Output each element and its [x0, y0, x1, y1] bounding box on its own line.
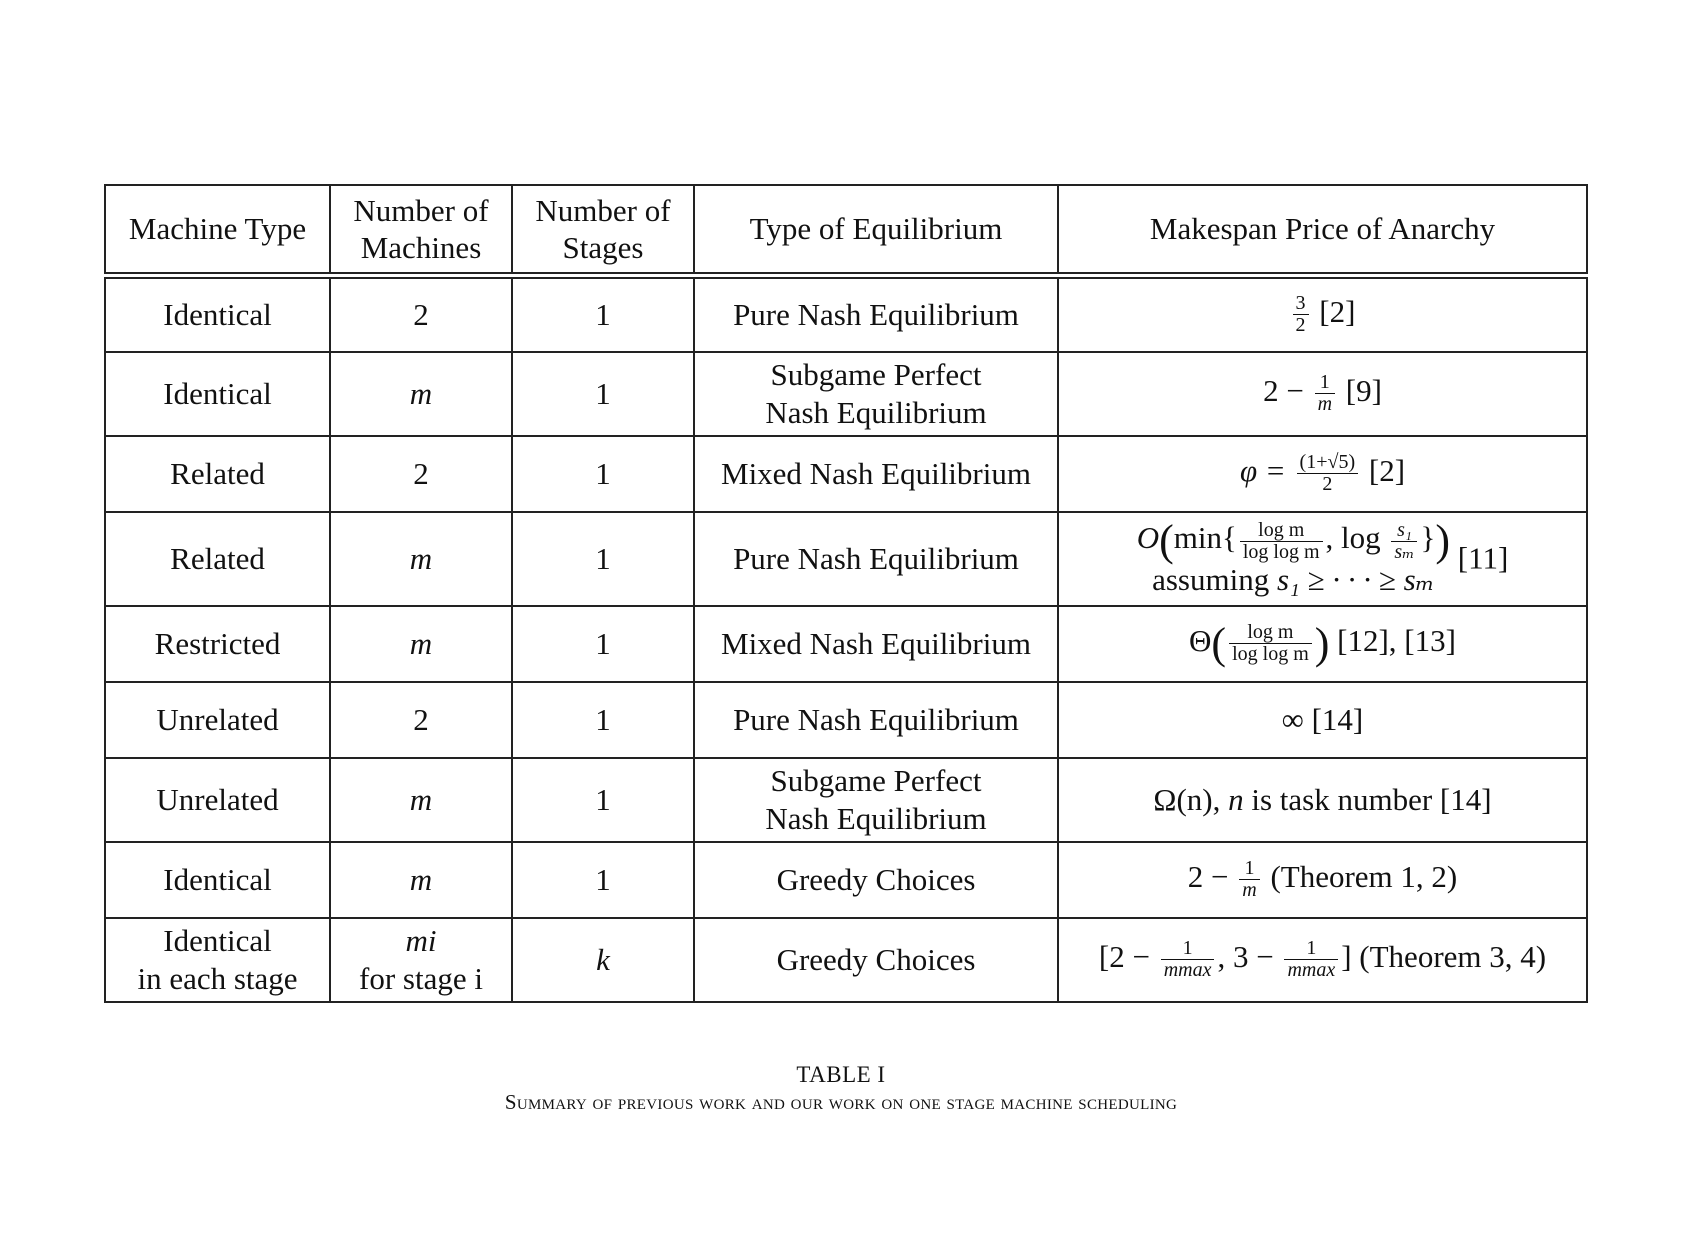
- cell-equilibrium: Subgame Perfect Nash Equilibrium: [694, 352, 1058, 436]
- cell-stages: 1: [512, 512, 694, 606]
- table-row: [105, 842, 1587, 918]
- cell-machines: m: [330, 758, 512, 842]
- cell-machine-type: Unrelated: [105, 758, 330, 842]
- fraction: $\frac{\text{log m}}{\text{log log m}}$: [1240, 520, 1323, 563]
- cell-stages: 1: [512, 758, 694, 842]
- summary-table: [104, 184, 1588, 1003]
- cell-equilibrium: Greedy Choices: [694, 918, 1058, 1002]
- caption-number: TABLE I: [796, 1062, 886, 1087]
- cell-machine-type: Restricted: [105, 606, 330, 682]
- cell-poa: $\frac{3}{2}$ [2]: [1058, 276, 1587, 352]
- fraction: $\frac{1}{mmax}$: [1284, 938, 1338, 981]
- cell-machines: mi for stage i: [330, 918, 512, 1002]
- cell-equilibrium: Mixed Nash Equilibrium: [694, 436, 1058, 512]
- fraction: $\frac{\text{log m}}{\text{log log m}}$: [1229, 622, 1312, 665]
- summary-table-container: [104, 184, 1586, 1003]
- cell-poa: φ = $\frac{(1+√5)}{2}$ [2]: [1058, 436, 1587, 512]
- cell-machine-type: Identical: [105, 352, 330, 436]
- fraction: $\frac{\text{s₁}}{\text{sₘ}}$: [1391, 520, 1417, 563]
- table-caption: [0, 1062, 1682, 1115]
- cell-machine-type: Identical: [105, 276, 330, 352]
- header-number-of-machines: Number of Machines: [330, 185, 512, 276]
- table-row: [105, 512, 1587, 606]
- cell-machines: m: [330, 842, 512, 918]
- cell-machines: 2: [330, 276, 512, 352]
- table-row: [105, 606, 1587, 682]
- table-row: [105, 352, 1587, 436]
- cell-poa: 2 − $\frac{1}{m}$ (Theorem 1, 2): [1058, 842, 1587, 918]
- cell-poa: ∞ [14]: [1058, 682, 1587, 758]
- header-number-of-stages: Number of Stages: [512, 185, 694, 276]
- cell-machine-type: Identical: [105, 842, 330, 918]
- header-type-of-equilibrium: Type of Equilibrium: [694, 185, 1058, 276]
- cell-stages: 1: [512, 352, 694, 436]
- cell-poa: O(min{ $\frac{\text{log m}}{\text{log log m}}$ , log $\frac{\text{s₁}}{\text{sₘ}}$ }) assuming s₁ ≥ · · · ≥ sₘ [11]: [1058, 512, 1587, 606]
- cell-stages: 1: [512, 682, 694, 758]
- cell-stages: k: [512, 918, 694, 1002]
- table-row: [105, 758, 1587, 842]
- caption-text: Summary of previous work and our work on one stage machine scheduling: [504, 1090, 1178, 1114]
- cell-equilibrium: Subgame Perfect Nash Equilibrium: [694, 758, 1058, 842]
- cell-stages: 1: [512, 842, 694, 918]
- fraction: $\frac{1}{mmax}$: [1161, 938, 1215, 981]
- cell-machine-type: Related: [105, 436, 330, 512]
- fraction: $\frac{1}{m}$: [1315, 372, 1335, 415]
- table-row: [105, 682, 1587, 758]
- cell-machines: 2: [330, 682, 512, 758]
- cell-equilibrium: Pure Nash Equilibrium: [694, 276, 1058, 352]
- table-row: [105, 918, 1587, 1002]
- cell-equilibrium: Mixed Nash Equilibrium: [694, 606, 1058, 682]
- cell-poa: Θ( $\frac{\text{log m}}{\text{log log m}}$ ) [12], [13]: [1058, 606, 1587, 682]
- fraction: $\frac{3}{2}$: [1293, 293, 1309, 336]
- cell-machine-type: Identical in each stage: [105, 918, 330, 1002]
- table-row: [105, 276, 1587, 352]
- cell-machine-type: Related: [105, 512, 330, 606]
- header-machine-type: Machine Type: [105, 185, 330, 276]
- cell-machines: m: [330, 606, 512, 682]
- cell-equilibrium: Pure Nash Equilibrium: [694, 512, 1058, 606]
- cell-machine-type: Unrelated: [105, 682, 330, 758]
- cell-poa: [2 − $\frac{1}{mmax}$ , 3 − $\frac{1}{mmax}$ ] (Theorem 3, 4): [1058, 918, 1587, 1002]
- cell-equilibrium: Greedy Choices: [694, 842, 1058, 918]
- cell-machines: 2: [330, 436, 512, 512]
- header-makespan-poa: Makespan Price of Anarchy: [1058, 185, 1587, 276]
- cell-machines: m: [330, 352, 512, 436]
- fraction: $\frac{(1+√5)}{2}$: [1297, 452, 1359, 495]
- cell-machines: m: [330, 512, 512, 606]
- cell-stages: 1: [512, 436, 694, 512]
- cell-equilibrium: Pure Nash Equilibrium: [694, 682, 1058, 758]
- cell-poa: 2 − $\frac{1}{m}$ [9]: [1058, 352, 1587, 436]
- cell-stages: 1: [512, 606, 694, 682]
- fraction: $\frac{1}{m}$: [1239, 858, 1259, 901]
- table-row: [105, 436, 1587, 512]
- cell-poa: Ω(n), n is task number [14]: [1058, 758, 1587, 842]
- header-row: [105, 185, 1587, 276]
- cell-stages: 1: [512, 276, 694, 352]
